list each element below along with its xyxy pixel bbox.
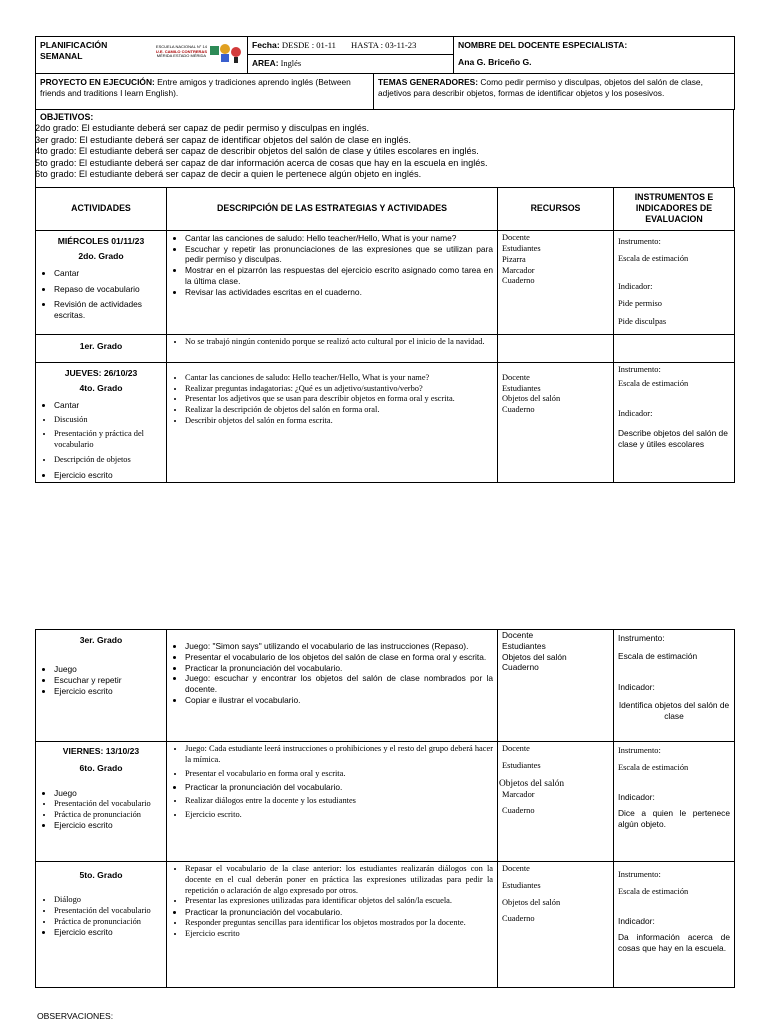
instrument-label: Instrumento: xyxy=(618,633,665,643)
project-text: Entre amigos y tradiciones aprendo inglés (Between friends and traditions I learn English). xyxy=(40,76,351,98)
resource-item: Cuaderno xyxy=(502,806,535,816)
evaluation-cell xyxy=(614,334,735,362)
list-item: • Juego: escuchar y encontrar los objetos del salón de clase nombrados por la docente. xyxy=(185,673,493,695)
teacher-label: NOMBRE DEL DOCENTE ESPECIALISTA: xyxy=(458,40,628,50)
evaluation-cell xyxy=(614,230,735,334)
evaluation-cell xyxy=(614,630,735,742)
list-item: • No se trabajó ningún contenido porque se realizó acto cultural por el inicio de la navidad. xyxy=(185,337,493,348)
list-item: • Cantar xyxy=(54,268,162,279)
day-label: MIÉRCOLES 01/11/23 xyxy=(57,235,145,246)
activities-table-2 xyxy=(35,629,735,988)
list-item: • Practicar la pronunciación del vocabulario. xyxy=(185,663,493,674)
list-item: • Ejercicio escrito. xyxy=(185,810,493,821)
resource-item: Docente xyxy=(502,372,530,382)
objectives-table xyxy=(35,109,734,188)
strategies-cell xyxy=(167,362,498,483)
logo-line-2: U.E. CAMILO CONTRERAS xyxy=(155,48,207,54)
themes-cell xyxy=(374,73,735,109)
activities-cell xyxy=(36,630,167,742)
resource-item: Pizarra xyxy=(502,254,526,264)
list-item: • Discusión xyxy=(54,415,162,426)
list-item: • Juego xyxy=(54,788,162,799)
list-item: • Presentar las expresiones utilizadas para identificar objetos del salón/la escuela. xyxy=(185,896,493,907)
list-item: • Revisar las actividades escritas en el cuaderno. xyxy=(185,287,493,298)
resource-item: Docente xyxy=(502,744,530,753)
planning-sheet-bottom xyxy=(35,629,734,988)
activities-table-1 xyxy=(35,187,735,484)
indicator-value: Pide disculpas xyxy=(618,316,667,326)
instrument-value: Escala de estimación xyxy=(618,253,689,263)
list-item: • Ejercicio escrito xyxy=(54,927,162,938)
activities-cell xyxy=(36,362,167,483)
list-item: • Presentación del vocabulario xyxy=(54,906,162,917)
list-item: • Repasar el vocabulario de la clase anterior: los estudiantes realizarán diálogos con la docente en el cual deberán poner en práctica las expresiones utilizadas para pedir la repetición o aclaración de algo expresado por otros. xyxy=(185,864,493,896)
resource-item: Cuaderno xyxy=(502,662,539,673)
activities-cell xyxy=(36,862,167,988)
activities-cell xyxy=(36,334,167,362)
list-item: • Presentar el vocabulario en forma oral y escrita. xyxy=(185,769,493,780)
list-item: • Realizar la descripción de objetos del salón en forma oral. xyxy=(185,405,493,416)
evaluation-cell xyxy=(614,362,735,483)
list-item: • Copiar e ilustrar el vocabulario. xyxy=(185,695,493,706)
table-row xyxy=(36,362,735,483)
themes-label: TEMAS GENERADORES: xyxy=(378,76,479,87)
indicator-value: Identifica objetos del salón de clase xyxy=(618,700,730,721)
strategies-cell xyxy=(167,742,498,862)
list-item: • Ejercicio escrito xyxy=(54,470,162,481)
resource-item: Objetos del salón xyxy=(499,778,565,789)
grade-label: 6to. Grado xyxy=(79,763,123,773)
list-item: • Práctica de pronunciación xyxy=(54,810,162,821)
objective-2do: 2do grado: El estudiante deberá ser capaz de pedir permiso y disculpas en inglés. xyxy=(35,123,370,133)
strategies-cell xyxy=(167,334,498,362)
resource-item: Marcador xyxy=(502,789,535,799)
day-label: JUEVES: 26/10/23 xyxy=(64,367,138,378)
plan-title-cell xyxy=(36,37,248,74)
list-item: • Presentación y práctica del vocabulario xyxy=(54,429,162,451)
header-table xyxy=(35,36,735,74)
list-item: • Repaso de vocabulario xyxy=(54,284,162,295)
date-area-cell xyxy=(248,37,454,74)
list-item: • Presentar el vocabulario de los objetos del salón de clase en forma oral y escrita. xyxy=(185,652,493,663)
resource-item: Estudiantes xyxy=(502,640,546,651)
strategies-cell xyxy=(167,862,498,988)
indicator-label: Indicador: xyxy=(618,282,653,292)
fecha-label: Fecha: xyxy=(252,40,280,50)
day-label: VIERNES: 13/10/23 xyxy=(62,746,140,756)
indicator-value: Pide permiso xyxy=(618,299,662,308)
instrument-value: Escala de estimación xyxy=(618,378,689,388)
grade-label: 4to. Grado xyxy=(79,382,123,393)
resource-item: Objetos del salón xyxy=(502,651,567,662)
indicator-label: Indicador: xyxy=(618,915,655,926)
objectives-cell xyxy=(36,109,734,187)
resource-item: Objetos del salón xyxy=(502,394,561,404)
school-logo xyxy=(156,40,243,64)
logo-line-1: ESCUELA NACIONAL N° 14 xyxy=(155,44,207,50)
instrument-value: Escala de estimación xyxy=(618,886,689,896)
teacher-cell xyxy=(454,37,735,74)
resource-item: Estudiantes xyxy=(502,383,541,393)
instrument-label: Instrumento: xyxy=(618,364,661,374)
instrument-label: Instrumento: xyxy=(618,236,661,246)
col-instruments: INSTRUMENTOS E INDICADORES DE EVALUACION xyxy=(614,187,735,230)
list-item: • Juego: "Simon says" utilizando el vocabulario de las instrucciones (Repaso). xyxy=(185,641,493,652)
evaluation-cell xyxy=(614,862,735,988)
list-item: • Describir objetos del salón en forma escrita. xyxy=(185,416,493,427)
resources-cell xyxy=(498,862,614,988)
list-item: • Escuchar y repetir xyxy=(54,675,162,686)
list-item: • Escuchar y repetir las pronunciaciones de las expresiones que se utilizan para pedir permiso y disculpas. xyxy=(185,244,493,266)
objective-5to: 5to grado: El estudiante deberá ser capaz de dar información acerca de cosas que hay en la escuela en inglés. xyxy=(35,157,488,168)
col-activities: ACTIVIDADES xyxy=(36,187,167,230)
list-item: • Mostrar en el pizarrón las respuestas del ejercicio escrito asignado como tarea en la última clase. xyxy=(185,265,493,287)
list-item: • Responder preguntas sencillas para identificar los objetos mostrados por la docente. xyxy=(185,918,493,929)
planning-sheet-top xyxy=(35,36,734,483)
col-description: DESCRIPCIÓN DE LAS ESTRATEGIAS Y ACTIVIDADES xyxy=(167,187,498,230)
project-label: PROYECTO EN EJECUCIÓN: xyxy=(40,76,155,87)
list-item: • Realizar diálogos entre la docente y los estudiantes xyxy=(185,796,493,807)
table-row xyxy=(36,862,735,988)
table-row xyxy=(36,742,735,862)
list-item: • Ejercicio escrito xyxy=(54,686,162,697)
list-item: • Realizar preguntas indagatorias: ¿Qué es un adjetivo/sustantivo/verbo? xyxy=(185,384,493,395)
list-item: • Cantar las canciones de saludo: Hello teacher/Hello, What is your name? xyxy=(185,373,493,384)
project-table xyxy=(35,73,735,110)
area-value: Inglés xyxy=(280,59,302,68)
activities-cell xyxy=(36,230,167,334)
instrument-label: Instrumento: xyxy=(618,870,661,879)
instrument-value: Escala de estimación xyxy=(618,650,698,661)
strategies-cell xyxy=(167,630,498,742)
resources-cell xyxy=(498,334,614,362)
list-item: • Descripción de objetos xyxy=(54,455,162,466)
resources-cell xyxy=(498,362,614,483)
instrument-value: Escala de estimación xyxy=(618,762,689,772)
objective-4to: 4to grado: El estudiante deberá ser capaz de describir objetos del salón de clase y útiles escolares en inglés. xyxy=(35,146,479,156)
resource-item: Cuaderno xyxy=(502,276,535,286)
school-emblem-icon xyxy=(209,40,243,64)
resources-cell xyxy=(498,230,614,334)
resource-item: Cuaderno xyxy=(502,405,535,414)
objective-6to: 6to grado: El estudiante deberá ser capaz de decir a quien le pertenece algún objeto en inglés. xyxy=(35,169,422,179)
indicator-label: Indicador: xyxy=(618,409,653,419)
indicator-value: Dice a quien le pertenece algún objeto. xyxy=(618,808,730,829)
indicator-label: Indicador: xyxy=(618,791,655,802)
logo-line-3: MÉRIDA ESTADO MÉRIDA xyxy=(156,53,207,59)
project-cell xyxy=(36,73,374,109)
fecha-desde: DESDE : 01-11 xyxy=(281,40,336,50)
table-row xyxy=(36,334,735,362)
grade-label: 1er. Grado xyxy=(79,340,123,351)
list-item: • Presentar los adjetivos que se usan para describir objetos en forma oral y escrita. xyxy=(185,394,493,405)
plan-title: PLANIFICACIÓN SEMANAL xyxy=(40,40,108,61)
resource-item: Estudiantes xyxy=(502,880,541,890)
col-resources: RECURSOS xyxy=(498,187,614,230)
list-item: • Revisión de actividades escritas. xyxy=(54,299,162,321)
instrument-label: Instrumento: xyxy=(618,746,661,755)
list-item: • Práctica de pronunciación xyxy=(54,917,162,928)
evaluation-cell xyxy=(614,742,735,862)
themes-text: Como pedir permiso y disculpas, objetos del salón de clase, adjetivos para describir objetos, formas de identificar objetos y los posesivos. xyxy=(378,76,703,98)
teacher-name: Ana G. Briceño G. xyxy=(458,57,532,67)
list-item: • Ejercicio escrito xyxy=(54,820,162,831)
list-item: • Practicar la pronunciación del vocabulario. xyxy=(185,782,493,793)
resource-item: Docente xyxy=(502,630,534,640)
list-item: • Presentación del vocabulario xyxy=(54,799,162,810)
objectives-label: OBJETIVOS: xyxy=(40,111,94,122)
list-item: • Ejercicio escrito xyxy=(185,929,493,940)
resource-item: Docente xyxy=(502,864,530,873)
list-item: • Juego xyxy=(54,664,162,675)
list-item: • Practicar la pronunciación del vocabulario. xyxy=(185,907,493,918)
area-label: AREA: xyxy=(252,58,279,68)
grade-label: 2do. Grado xyxy=(78,250,124,261)
activities-cell xyxy=(36,742,167,862)
grade-label: 5to. Grado xyxy=(79,870,123,880)
list-item: • Cantar xyxy=(54,400,162,411)
indicator-value: Da información acerca de cosas que hay en la escuela. xyxy=(618,932,730,953)
resource-item: Marcador xyxy=(502,265,535,275)
list-item: • Diálogo xyxy=(54,895,162,906)
resource-item: Docente xyxy=(502,232,530,242)
resource-item: Estudiantes xyxy=(502,243,541,253)
resource-item: Estudiantes xyxy=(502,760,541,770)
grade-label: 3er. Grado xyxy=(79,635,123,645)
list-item: • Juego: Cada estudiante leerá instrucciones o prohibiciones y el resto del grupo deberá hacer la mímica. xyxy=(185,744,493,766)
resources-cell xyxy=(498,742,614,862)
list-item: • Cantar las canciones de saludo: Hello teacher/Hello, What is your name? xyxy=(185,233,493,244)
indicator-value: Describe objetos del salón de clase y útiles escolares xyxy=(618,428,728,449)
strategies-cell xyxy=(167,230,498,334)
indicator-label: Indicador: xyxy=(618,681,655,692)
fecha-hasta: HASTA : 03-11-23 xyxy=(351,40,417,50)
resource-item: Objetos del salón xyxy=(502,897,561,907)
table-row xyxy=(36,630,735,742)
resource-item: Cuaderno xyxy=(502,914,535,924)
observations-label: OBSERVACIONES: xyxy=(37,1011,114,1021)
table-row xyxy=(36,230,735,334)
resources-cell xyxy=(498,630,614,742)
objective-3er: 3er grado: El estudiante deberá ser capaz de identificar objetos del salón de clase en inglés. xyxy=(35,134,411,145)
